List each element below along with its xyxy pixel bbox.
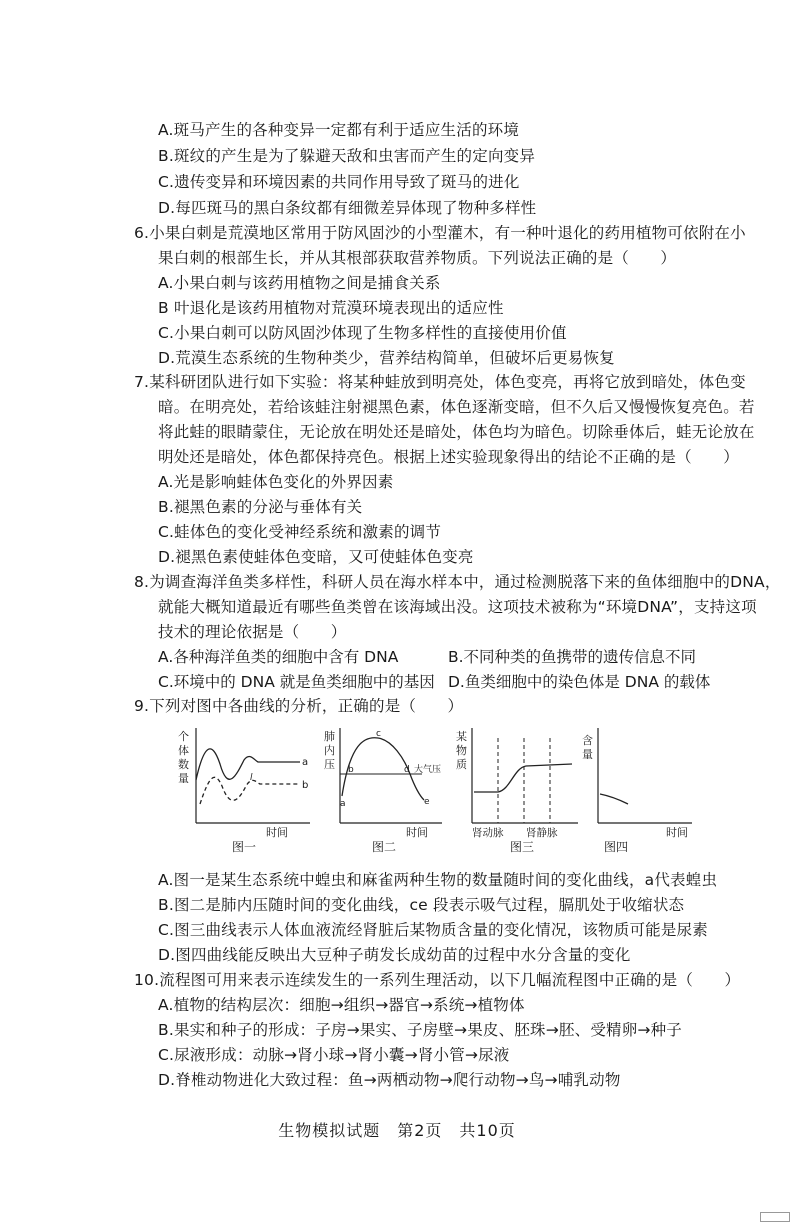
- fig2-label-b: b: [348, 765, 354, 775]
- q5-option-c: C.遗传变异和环境因素的共同作用导致了斑马的进化: [158, 173, 520, 191]
- fig4-caption: 图四: [604, 840, 629, 854]
- figure-1: [160, 724, 320, 854]
- q7-stem-line-2: 暗。在明亮处，若给该蛙注射褪黑色素，体色逐渐变暗，但不久后又慢慢恢复亮色。若: [158, 398, 755, 416]
- q6-stem-line-2: 果白刺的根部生长，并从其根部获取营养物质。下列说法正确的是（ ）: [158, 249, 677, 267]
- page-footer: 生物模拟试题 第2页 共10页: [278, 1121, 516, 1140]
- fig2-label-a: a: [340, 799, 346, 809]
- fig1-label-a: a: [302, 757, 309, 768]
- q6-option-c: C.小果白刺可以防风固沙体现了生物多样性的直接使用价值: [158, 324, 567, 342]
- figure-3: [454, 724, 584, 854]
- q8-option-c: C.环境中的 DNA 就是鱼类细胞中的基因: [158, 673, 435, 691]
- fig3-ylabel-1: 某: [456, 730, 467, 743]
- fig2-atm-label: 大气压: [414, 765, 442, 775]
- corner-stamp: [760, 1212, 790, 1222]
- figure-2: [322, 724, 452, 854]
- q8-option-b: B.不同种类的鱼携带的遗传信息不同: [448, 648, 697, 666]
- q7-option-c: C.蛙体色的变化受神经系统和激素的调节: [158, 523, 442, 541]
- q7-stem-line-1: 7.某科研团队进行如下实验：将某种蛙放到明亮处，体色变亮，再将它放到暗处，体色变: [134, 373, 746, 391]
- q5-option-b: B.斑纹的产生是为了躲避天敌和虫害而产生的定向变异: [158, 147, 536, 165]
- fig1-xlabel: 时间: [266, 826, 288, 839]
- fig1-ylabel-4: 量: [178, 772, 189, 785]
- q9-option-a: A.图一是某生态系统中蝗虫和麻雀两种生物的数量随时间的变化曲线，a代表蝗虫: [158, 871, 718, 889]
- q7-option-a: A.光是影响蛙体色变化的外界因素: [158, 473, 394, 491]
- fig1-caption: 图一: [232, 840, 257, 854]
- q6-option-a: A.小果白刺与该药用植物之间是捕食关系: [158, 274, 441, 292]
- fig2-curve: [342, 738, 424, 800]
- fig1-label-b: b: [302, 780, 309, 791]
- q9-option-c: C.图三曲线表示人体血液流经肾脏后某物质含量的变化情况，该物质可能是尿素: [158, 921, 708, 939]
- q7-option-d: D.褪黑色素使蛙体色变暗，又可使蛙体色变亮: [158, 548, 474, 566]
- fig4-ylabel-1: 含: [582, 734, 593, 747]
- fig1-ylabel-1: 个: [178, 730, 189, 743]
- fig4-xlabel: 时间: [666, 826, 688, 839]
- fig3-ylabel-3: 质: [456, 758, 467, 771]
- fig2-caption: 图二: [372, 840, 397, 854]
- fig2-xlabel: 时间: [406, 826, 428, 839]
- fig2-ylabel-3: 压: [324, 758, 335, 771]
- fig2-label-e: e: [424, 797, 430, 807]
- q10-option-d: D.脊椎动物进化大致过程：鱼→两栖动物→爬行动物→鸟→哺乳动物: [158, 1071, 621, 1089]
- q7-stem-line-3: 将此蛙的眼睛蒙住，无论放在明处还是暗处，体色均为暗色。切除垂体后，蛙无论放在: [158, 423, 755, 441]
- fig2-ylabel-2: 内: [324, 744, 335, 757]
- fig3-xlabel-1: 肾动脉: [472, 827, 504, 839]
- q9-option-d: D.图四曲线能反映出大豆种子萌发长成幼苗的过程中水分含量的变化: [158, 946, 631, 964]
- figure-4: [582, 724, 702, 854]
- fig1-mark: l: [250, 773, 253, 783]
- fig1-ylabel-3: 数: [178, 758, 189, 771]
- q8-stem-line-1: 8.为调查海洋鱼类多样性，科研人员在海水样本中，通过检测脱落下来的鱼体细胞中的DNA，: [134, 573, 781, 591]
- q6-option-b: B 叶退化是该药用植物对荒漠环境表现出的适应性: [158, 299, 504, 317]
- fig2-label-d: d: [404, 765, 410, 775]
- q7-option-b: B.褪黑色素的分泌与垂体有关: [158, 498, 363, 516]
- q10-stem: 10.流程图可用来表示连续发生的一系列生理活动，以下几幅流程图中正确的是（ ）: [134, 971, 741, 989]
- q10-option-c: C.尿液形成：动脉→肾小球→肾小囊→肾小管→尿液: [158, 1046, 510, 1064]
- q8-option-d: D.鱼类细胞中的染色体是 DNA 的载体: [448, 673, 711, 691]
- q10-option-a: A.植物的结构层次：细胞→组织→器官→系统→植物体: [158, 996, 525, 1014]
- q7-stem-line-4: 明处还是暗处，体色都保持亮色。根据上述实验现象得出的结论不正确的是（ ）: [158, 448, 739, 466]
- fig3-ylabel-2: 物: [456, 744, 467, 757]
- q10-option-b: B.果实和种子的形成：子房→果实、子房壁→果皮、胚珠→胚、受精卵→种子: [158, 1021, 683, 1039]
- fig2-ylabel-1: 肺: [324, 730, 335, 743]
- q8-option-a: A.各种海洋鱼类的细胞中含有 DNA: [158, 648, 399, 666]
- q5-option-d: D.每匹斑马的黑白条纹都有细微差异体现了物种多样性: [158, 199, 537, 217]
- fig4-ylabel-2: 量: [582, 748, 593, 761]
- q9-stem: 9.下列对图中各曲线的分析，正确的是（ ）: [134, 697, 464, 715]
- fig3-xlabel-2: 肾静脉: [526, 827, 558, 839]
- fig3-caption: 图三: [510, 840, 535, 854]
- q8-stem-line-2: 就能大概知道最近有哪些鱼类曾在该海域出没。这项技术被称为“环境DNA”，支持这项: [158, 598, 757, 616]
- q8-stem-line-3: 技术的理论依据是（ ）: [158, 623, 347, 641]
- fig3-curve: [474, 764, 572, 792]
- fig1-curve-a: [196, 749, 300, 780]
- fig4-curve: [600, 794, 628, 804]
- q5-option-a: A.斑马产生的各种变异一定都有利于适应生活的环境: [158, 121, 520, 139]
- q9-option-b: B.图二是肺内压随时间的变化曲线，ce 段表示吸气过程，膈肌处于收缩状态: [158, 896, 685, 914]
- q6-stem-line-1: 6.小果白刺是荒漠地区常用于防风固沙的小型灌木，有一种叶退化的药用植物可依附在小: [134, 224, 746, 242]
- fig1-ylabel-2: 体: [178, 744, 189, 757]
- q6-option-d: D.荒漠生态系统的生物种类少，营养结构简单，但破坏后更易恢复: [158, 349, 615, 367]
- fig2-label-c: c: [376, 729, 381, 739]
